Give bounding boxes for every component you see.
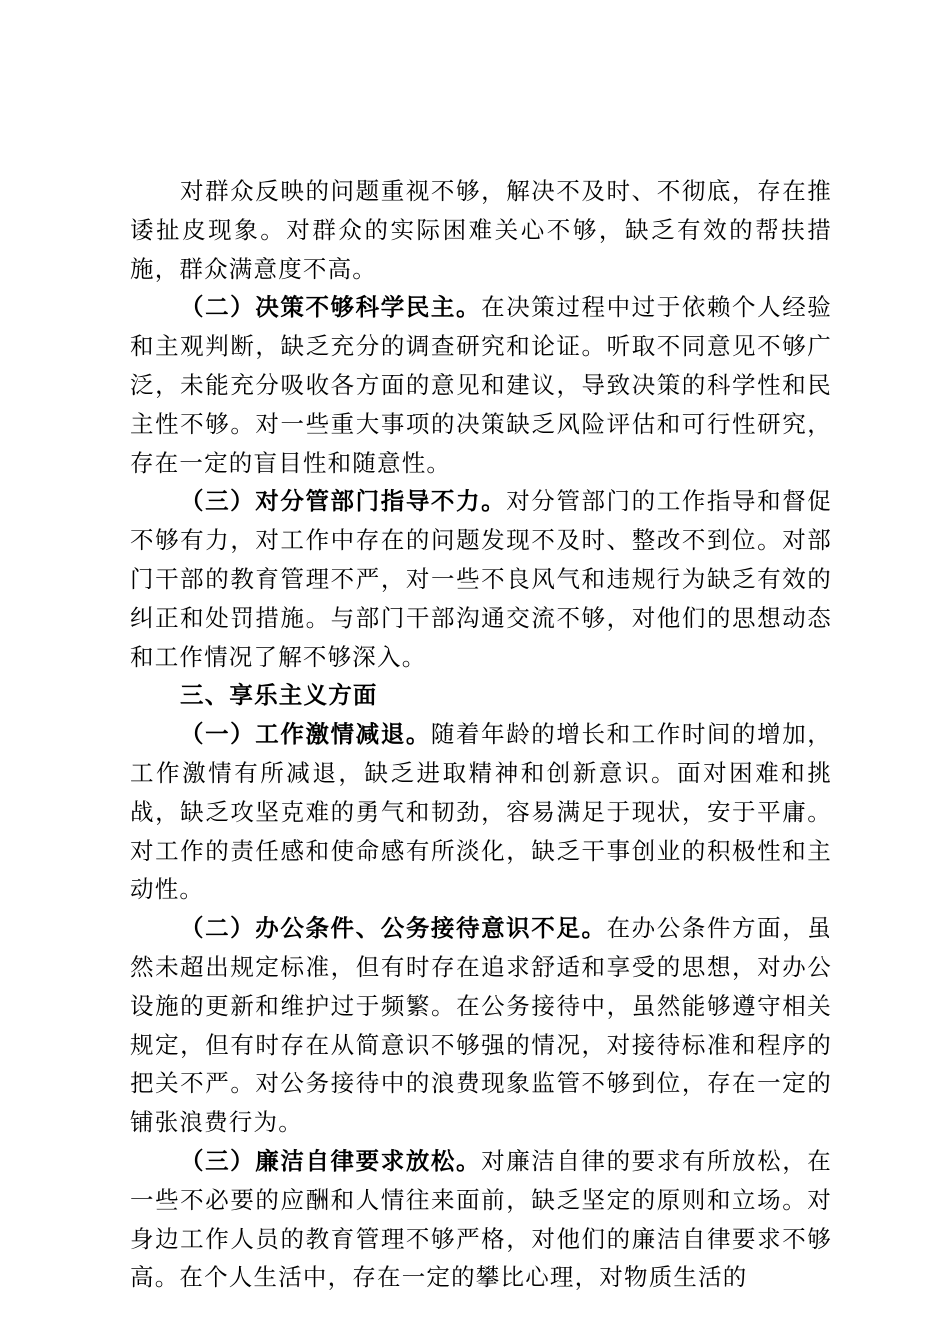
paragraph-6-heading: （三）廉洁自律要求放松。 [180,1146,482,1175]
paragraph-5-heading: （二）办公条件、公务接待意识不足。 [180,914,607,943]
paragraph-3 [130,482,832,676]
paragraph-3-text: 对分管部门的工作指导和督促不够有力，对工作中存在的问题发现不及时、整改不到位。对部门干部的教育管理不严，对一些不良风气和违规行为缺乏有效的纠正和处罚措施。与部门干部沟通交流不够，对他们的思想动态和工作情况了解不够深入。 [130,487,832,671]
paragraph-6-text: 对廉洁自律的要求有所放松，在一些不必要的应酬和人情往来面前，缺乏坚定的原则和立场。对身边工作人员的教育管理不够严格，对他们的廉洁自律要求不够高。在个人生活中，存在一定的攀比心理，对物质生活的 [130,1146,832,1292]
paragraph-2 [130,288,832,482]
paragraph-1 [130,172,832,288]
paragraph-2-heading: （二）决策不够科学民主。 [180,293,482,322]
document-body [130,172,832,1297]
paragraph-2-text: 在决策过程中过于依赖个人经验和主观判断，缺乏充分的调查研究和论证。听取不同意见不够广泛，未能充分吸收各方面的意见和建议，导致决策的科学性和民主性不够。对一些重大事项的决策缺乏风险评估和可行性研究，存在一定的盲目性和随意性。 [130,293,832,477]
paragraph-5-text: 在办公条件方面，虽然未超出规定标准，但有时存在追求舒适和享受的思想，对办公设施的更新和维护过于频繁。在公务接待中，虽然能够遵守相关规定，但有时存在从简意识不够强的情况，对接待标准和程序的把关不严。对公务接待中的浪费现象监管不够到位，存在一定的铺张浪费行为。 [130,914,832,1137]
paragraph-5 [130,909,832,1142]
paragraph-4-text: 随着年龄的增长和工作时间的增加，工作激情有所减退，缺乏进取精神和创新意识。面对困难和挑战，缺乏攻坚克难的勇气和韧劲，容易满足于现状，安于平庸。对工作的责任感和使命感有所淡化，缺乏干事创业的积极性和主动性。 [130,720,832,904]
section-heading: 三、享乐主义方面 [180,681,378,710]
paragraph-1-text: 对群众反映的问题重视不够，解决不及时、不彻底，存在推诿扯皮现象。对群众的实际困难关心不够，缺乏有效的帮扶措施，群众满意度不高。 [130,177,832,283]
paragraph-3-heading: （三）对分管部门指导不力。 [180,487,507,516]
paragraph-4-heading: （一）工作激情减退。 [180,720,431,749]
paragraph-6 [130,1142,832,1297]
paragraph-4 [130,715,832,909]
